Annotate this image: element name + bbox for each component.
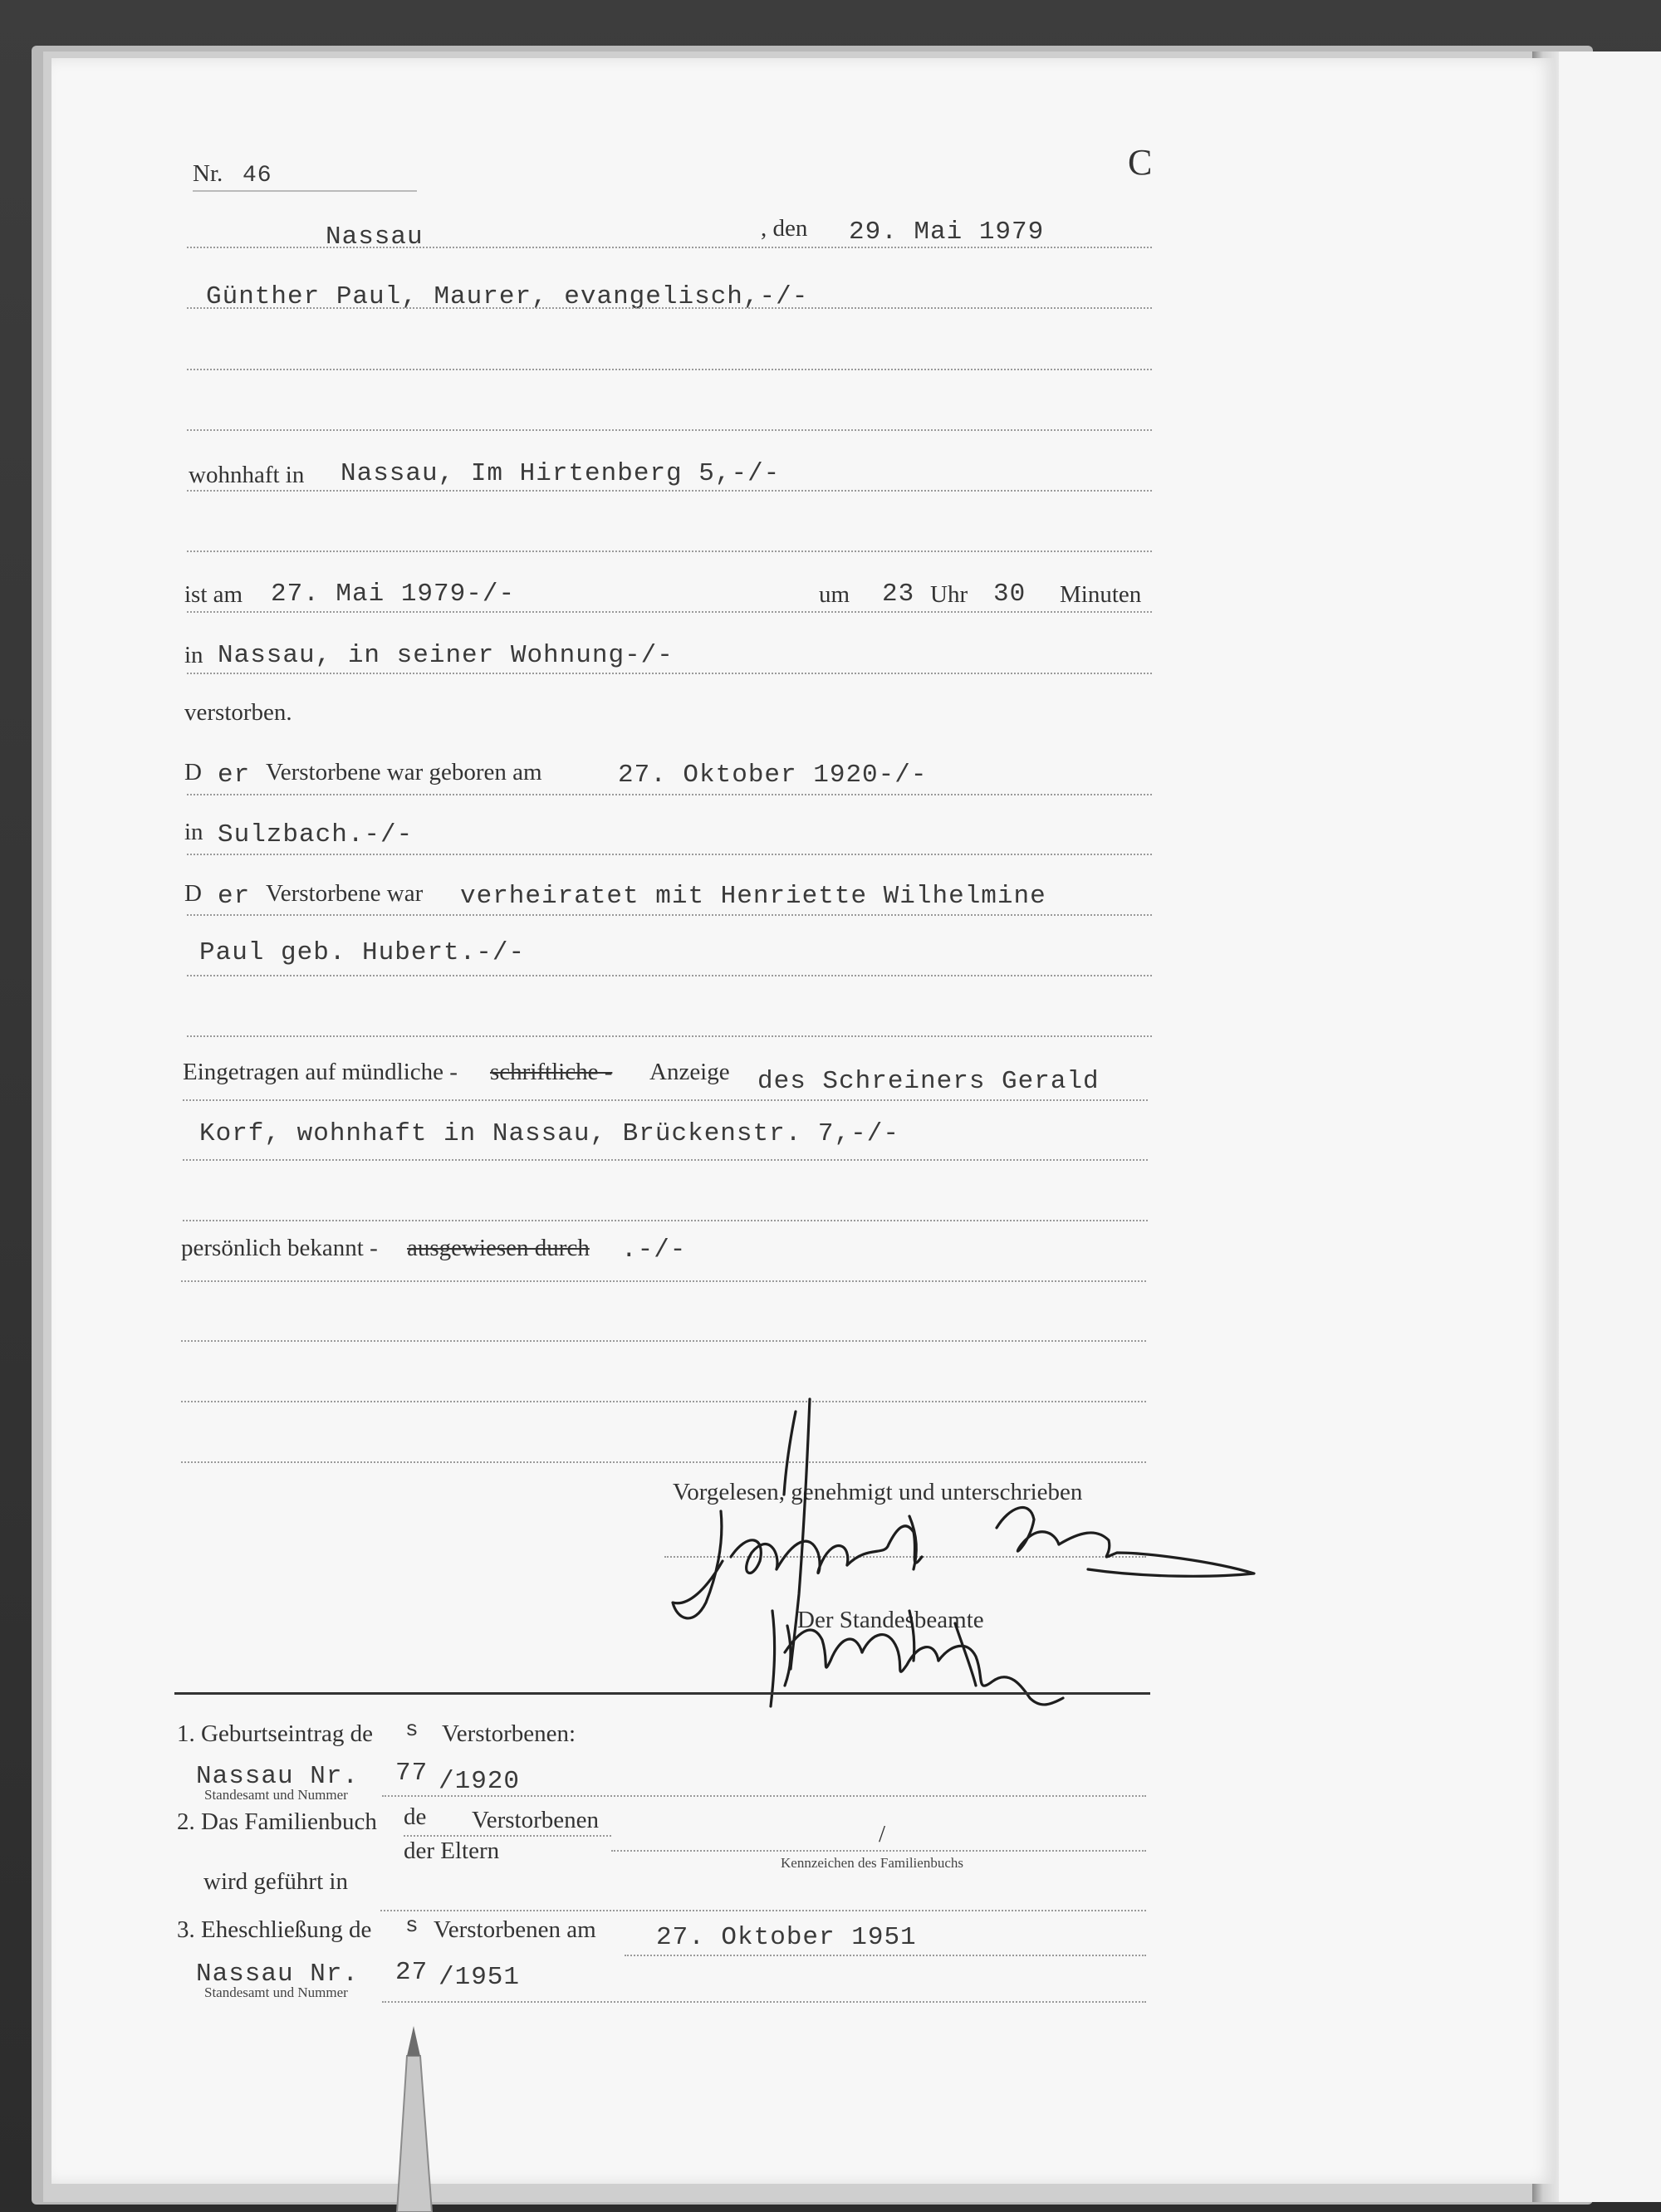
uhr-label: Uhr: [930, 581, 968, 608]
death-minutes: 30: [993, 580, 1026, 609]
family-book-de: de: [404, 1803, 427, 1830]
identity-label-prefix: persönlich bekannt -: [181, 1235, 378, 1261]
marriage-entry-number: 27: [395, 1958, 429, 1987]
marriage-d-label: D: [184, 880, 202, 907]
den-label: , den: [761, 215, 808, 242]
minuten-label: Minuten: [1060, 581, 1142, 608]
read-approved-signed-label: Vorgelesen, genehmigt und unterschrieben: [673, 1479, 1083, 1505]
family-book-slash: /: [879, 1821, 886, 1847]
birth-entry-label-end: Verstorbenen:: [442, 1720, 576, 1747]
place-value: Nassau: [326, 223, 424, 252]
identity-label-struck: ausgewiesen durch: [407, 1235, 590, 1261]
birth-entry-year: /1920: [439, 1767, 521, 1796]
birth-gender-suffix: er: [218, 761, 251, 790]
family-book-verstorbenen: Verstorbenen: [472, 1807, 600, 1833]
standesamt-label-2: Standesamt und Nummer: [204, 1984, 348, 2000]
section-letter: C: [1128, 142, 1153, 183]
family-book-eltern: der Eltern: [404, 1838, 500, 1864]
entry-number: 46: [243, 163, 272, 188]
birth-place: Sulzbach.-/-: [218, 820, 414, 849]
document-date: 29. Mai 1979: [849, 218, 1045, 247]
um-label: um: [819, 581, 850, 608]
birth-entry-label: 1. Geburtseintrag de: [177, 1720, 373, 1747]
identity-value: .-/-: [621, 1236, 687, 1265]
birth-entry-office: Nassau Nr.: [196, 1762, 360, 1791]
nr-label: Nr.: [193, 160, 223, 187]
birth-date: 27. Oktober 1920-/-: [618, 761, 928, 790]
marriage-entry-suffix: s: [405, 1913, 419, 1938]
marriage-gender-suffix: er: [218, 882, 251, 911]
family-book-mark-label: Kennzeichen des Familienbuchs: [781, 1855, 963, 1871]
family-book-label: 2. Das Familienbuch: [177, 1808, 377, 1835]
death-in-label: in: [184, 642, 203, 668]
marriage-text-label: Verstorbene war: [266, 880, 424, 907]
report-label-suffix: Anzeige: [649, 1059, 730, 1085]
birth-entry-number: 77: [395, 1759, 429, 1788]
death-date: 27. Mai 1979-/-: [271, 580, 516, 609]
ist-am-label: ist am: [184, 581, 243, 608]
report-label-struck: schriftliche -: [490, 1059, 613, 1085]
standesamt-label-1: Standesamt und Nummer: [204, 1787, 348, 1803]
death-hour: 23: [882, 580, 915, 609]
residence-value: Nassau, Im Hirtenberg 5,-/-: [341, 459, 781, 488]
birth-entry-suffix: s: [405, 1717, 419, 1742]
kept-in-label: wird geführt in: [203, 1868, 348, 1895]
death-place: Nassau, in seiner Wohnung-/-: [218, 641, 674, 670]
reporter-line2: Korf, wohnhaft in Nassau, Brückenstr. 7,-/-: [199, 1119, 899, 1148]
marriage-entry-label: 3. Eheschließung de: [177, 1916, 372, 1943]
birth-d-label: D: [184, 759, 202, 785]
birth-in-label: in: [184, 819, 203, 845]
marriage-status-line1: verheiratet mit Henriette Wilhelmine: [460, 882, 1046, 911]
birth-text-label: Verstorbene war geboren am: [266, 759, 542, 785]
report-label-prefix: Eingetragen auf mündliche -: [183, 1059, 458, 1085]
marriage-status-line2: Paul geb. Hubert.-/-: [199, 938, 526, 967]
marriage-entry-year: /1951: [439, 1963, 521, 1992]
residence-label: wohnhaft in: [189, 462, 305, 488]
registrar-label: Der Standesbeamte: [797, 1607, 984, 1633]
deceased-name-occupation: Günther Paul, Maurer, evangelisch,-/-: [206, 282, 809, 311]
marriage-entry-date: 27. Oktober 1951: [656, 1923, 917, 1952]
marriage-entry-office: Nassau Nr.: [196, 1960, 360, 1989]
marriage-entry-label-end: Verstorbenen am: [434, 1916, 596, 1943]
verstorben-label: verstorben.: [184, 699, 292, 726]
reporter-line1: des Schreiners Gerald: [757, 1067, 1100, 1096]
